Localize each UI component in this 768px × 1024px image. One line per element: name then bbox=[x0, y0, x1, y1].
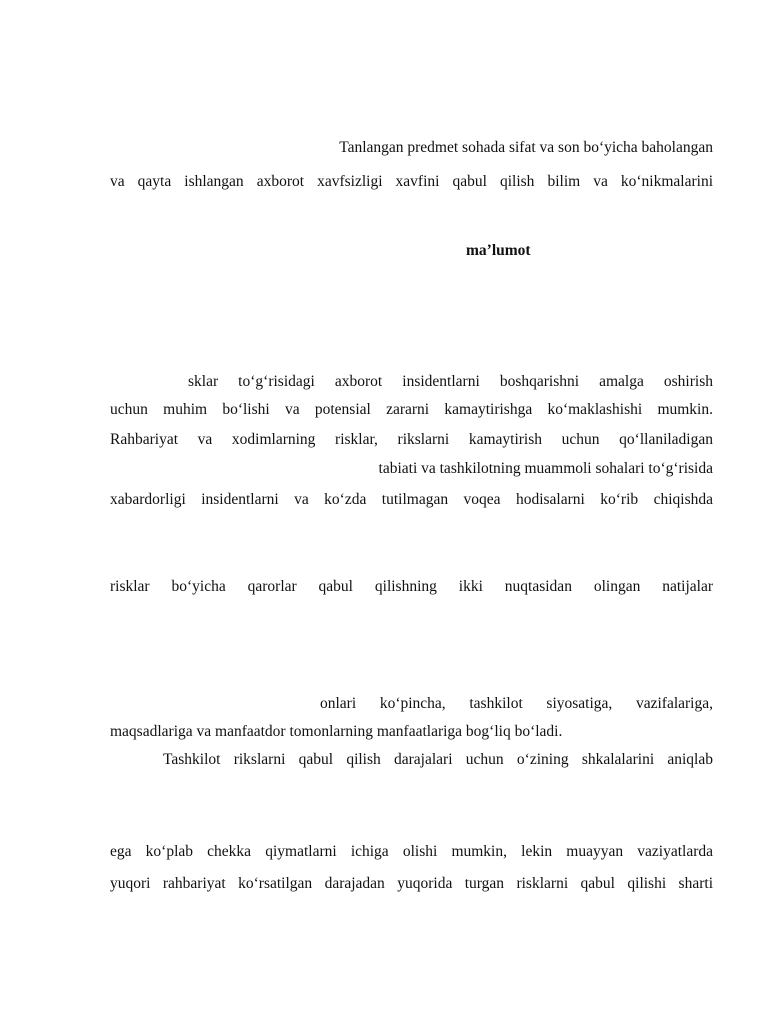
heading-malumot: ma’lumot bbox=[466, 242, 531, 259]
text-line: Rahbariyat va xodimlarning risklar, rikslarni kamaytirish uchun qo‘llaniladigan bbox=[110, 431, 713, 448]
text-line: Tashkilot rikslarni qabul qilish darajalari uchun o‘zining shkalalarini aniqlab bbox=[163, 751, 713, 768]
text-line: onlari ko‘pincha, tashkilot siyosatiga, vazifalariga, bbox=[320, 695, 713, 712]
text-line: xabardorligi insidentlarni va ko‘zda tutilmagan voqea hodisalarni ko‘rib chiqishda bbox=[110, 491, 713, 508]
text-line: sklar to‘g‘risidagi axborot insidentlarni boshqarishni amalga oshirish bbox=[188, 373, 713, 390]
text-line: va qayta ishlangan axborot xavfsizligi xavfini qabul qilish bilim va ko‘nikmalarini bbox=[110, 173, 713, 190]
text-line: maqsadlariga va manfaatdor tomonlarning manfaatlariga bog‘liq bo‘ladi. bbox=[110, 723, 563, 740]
text-line: Tanlangan predmet sohada sifat va son bo‘yicha baholangan bbox=[339, 139, 713, 156]
text-line: yuqori rahbariyat ko‘rsatilgan darajadan yuqorida turgan risklarni qabul qilishi sharti bbox=[110, 875, 713, 892]
text-line: uchun muhim bo‘lishi va potensial zararni kamaytirishga ko‘maklashishi mumkin. bbox=[110, 401, 713, 418]
text-line: risklar bo‘yicha qarorlar qabul qilishning ikki nuqtasidan olingan natijalar bbox=[110, 578, 713, 595]
text-line: ega ko‘plab chekka qiymatlarni ichiga olishi mumkin, lekin muayyan vaziyatlarda bbox=[110, 843, 713, 860]
text-line: tabiati va tashkilotning muammoli sohalari to‘g‘risida bbox=[378, 460, 713, 477]
